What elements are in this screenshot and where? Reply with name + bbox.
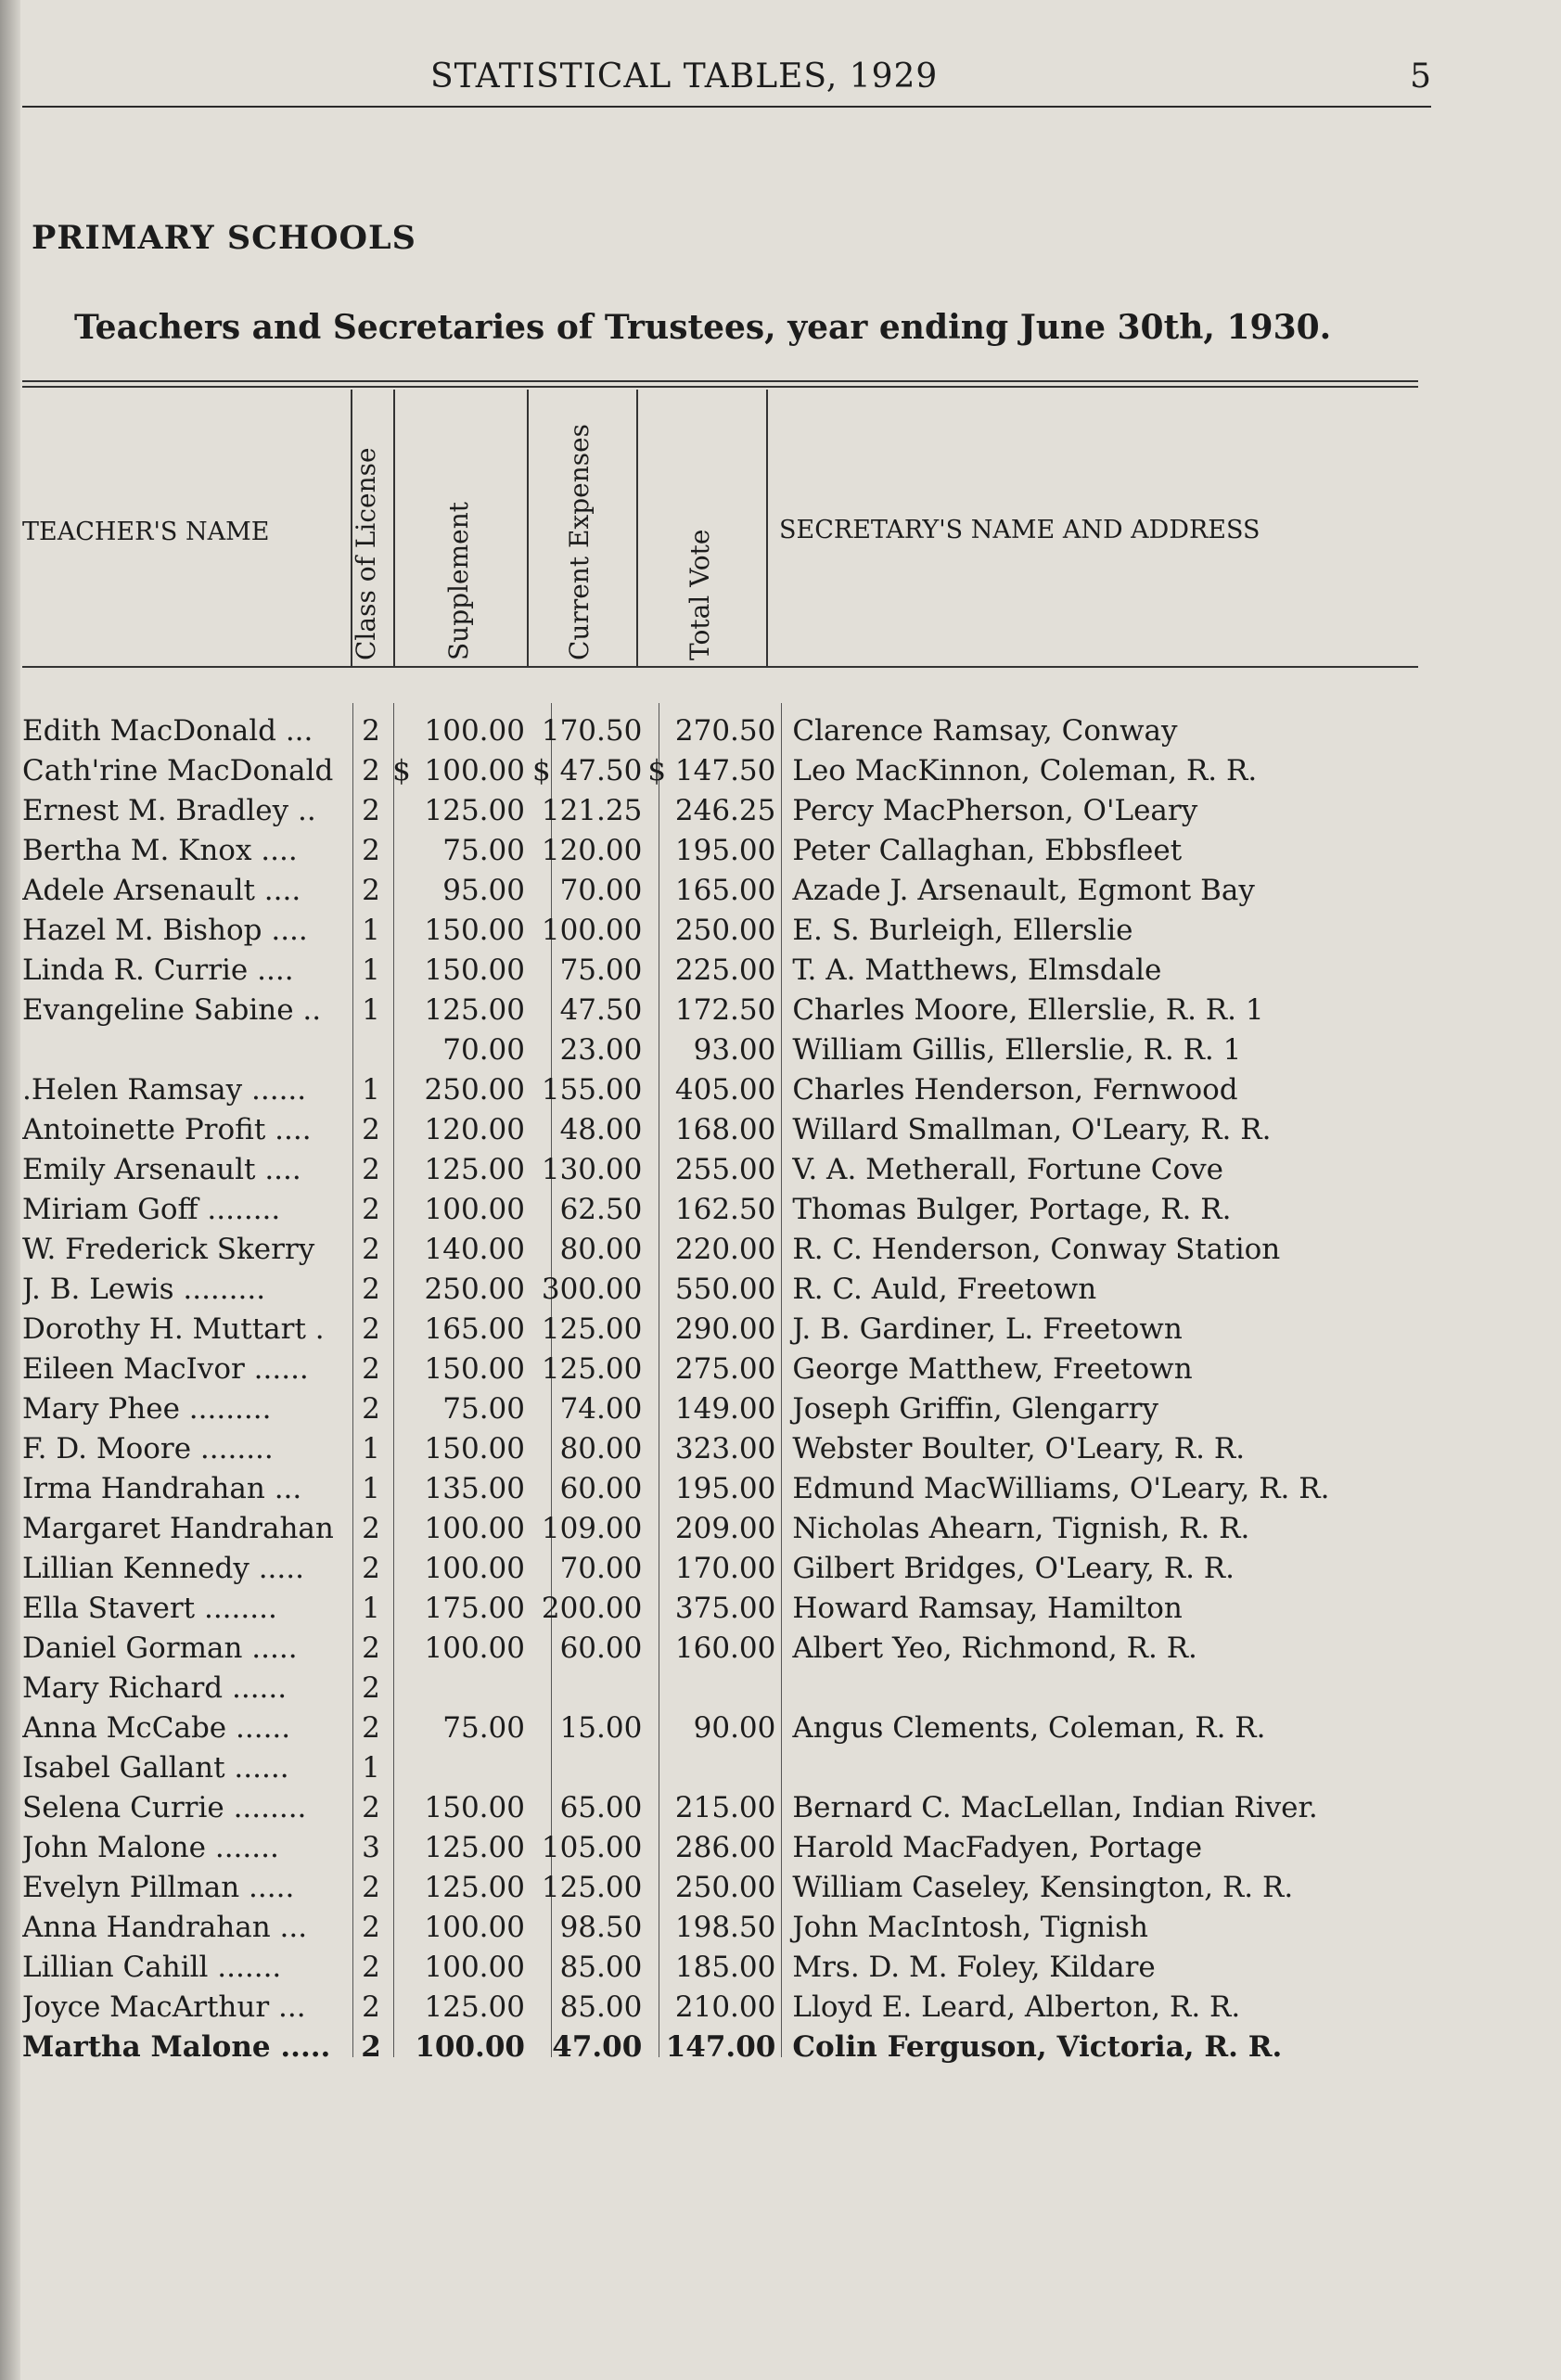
table-row bbox=[22, 2027, 1432, 2067]
table-row bbox=[22, 990, 1432, 1030]
supplement-cell: 125.00 bbox=[424, 1830, 525, 1864]
total-vote-cell: 290.00 bbox=[674, 1312, 776, 1346]
supplement-cell: 125.00 bbox=[424, 992, 525, 1027]
current-expenses-cell: 48.00 bbox=[559, 1112, 643, 1146]
class-of-license-cell: 1 bbox=[362, 1072, 380, 1107]
teacher-name-cell: Lillian Cahill ....... bbox=[22, 1950, 282, 1984]
class-of-license-cell: 2 bbox=[362, 1990, 380, 2024]
class-of-license-cell: 3 bbox=[362, 1830, 380, 1864]
class-of-license-cell: 2 bbox=[362, 753, 380, 787]
running-head bbox=[22, 54, 1431, 108]
supplement-cell: 125.00 bbox=[424, 1152, 525, 1186]
header-divider bbox=[527, 390, 529, 666]
table-row bbox=[22, 1947, 1432, 1987]
supplement-dollar-sign: $ bbox=[392, 753, 411, 787]
supplement-cell: 140.00 bbox=[424, 1232, 525, 1266]
secretary-cell: Charles Moore, Ellerslie, R. R. 1 bbox=[792, 992, 1264, 1027]
teacher-name-cell: Joyce MacArthur ... bbox=[22, 1990, 306, 2024]
header-divider bbox=[766, 390, 768, 666]
table-row bbox=[22, 1349, 1432, 1388]
teacher-name-cell: Adele Arsenault .... bbox=[22, 873, 301, 907]
total-vote-cell: 405.00 bbox=[674, 1072, 776, 1107]
class-of-license-cell: 1 bbox=[362, 992, 380, 1027]
header-divider bbox=[393, 390, 395, 666]
header-bottom-rule bbox=[22, 666, 1418, 668]
supplement-cell: 100.00 bbox=[424, 1910, 525, 1944]
table-row bbox=[22, 1987, 1432, 2027]
page-number: 5 bbox=[1410, 58, 1431, 96]
teacher-name-cell: Daniel Gorman ..... bbox=[22, 1631, 298, 1665]
table-row bbox=[22, 1787, 1432, 1827]
table-row bbox=[22, 870, 1432, 910]
current-expenses-cell: 170.50 bbox=[541, 713, 643, 748]
teachers-table bbox=[22, 710, 1432, 2067]
teacher-name-cell: Hazel M. Bishop .... bbox=[22, 913, 308, 947]
secretary-cell: E. S. Burleigh, Ellerslie bbox=[792, 913, 1133, 947]
secretary-cell: J. B. Gardiner, L. Freetown bbox=[792, 1312, 1183, 1346]
table-row bbox=[22, 830, 1432, 870]
total-vote-cell: 185.00 bbox=[674, 1950, 776, 1984]
supplement-cell: 150.00 bbox=[424, 1351, 525, 1386]
running-head-title: STATISTICAL TABLES, 1929 bbox=[430, 58, 939, 96]
class-of-license-cell: 2 bbox=[362, 1192, 380, 1226]
class-of-license-cell: 2 bbox=[362, 1112, 380, 1146]
current-expenses-cell: 120.00 bbox=[541, 833, 643, 867]
supplement-cell: 120.00 bbox=[424, 1112, 525, 1146]
secretary-cell: Leo MacKinnon, Coleman, R. R. bbox=[792, 753, 1258, 787]
supplement-cell: 165.00 bbox=[424, 1312, 525, 1346]
total-vote-cell: 170.00 bbox=[674, 1551, 776, 1585]
table-row bbox=[22, 1388, 1432, 1428]
supplement-cell: 100.00 bbox=[424, 713, 525, 748]
secretary-cell: William Gillis, Ellerslie, R. R. 1 bbox=[792, 1032, 1242, 1067]
supplement-cell: 250.00 bbox=[424, 1072, 525, 1107]
total-vote-cell: 215.00 bbox=[674, 1790, 776, 1824]
supplement-dollar-sign bbox=[390, 1947, 414, 1987]
current-expenses-cell: 121.25 bbox=[541, 793, 643, 827]
secretary-cell: Harold MacFadyen, Portage bbox=[792, 1830, 1203, 1864]
supplement-dollar-sign bbox=[390, 1069, 414, 1109]
table-row bbox=[22, 1468, 1432, 1508]
current-expenses-cell: 75.00 bbox=[559, 953, 643, 987]
teacher-name-cell: Isabel Gallant ...... bbox=[22, 1750, 289, 1785]
secretary-cell: Clarence Ramsay, Conway bbox=[792, 713, 1178, 748]
current-expenses-cell: 60.00 bbox=[559, 1471, 643, 1505]
supplement-dollar-sign bbox=[390, 2027, 414, 2067]
secretary-cell: John MacIntosh, Tignish bbox=[792, 1910, 1148, 1944]
table-row bbox=[22, 950, 1432, 990]
supplement-cell: 150.00 bbox=[424, 913, 525, 947]
total-vote-cell: 255.00 bbox=[674, 1152, 776, 1186]
supplement-dollar-sign bbox=[390, 830, 414, 870]
header-secretary: SECRETARY'S NAME AND ADDRESS bbox=[779, 516, 1260, 544]
current-expenses-cell: 74.00 bbox=[559, 1391, 643, 1426]
total-vote-cell: 210.00 bbox=[674, 1990, 776, 2024]
teacher-name-cell: Mary Phee ......... bbox=[22, 1391, 272, 1426]
supplement-cell: 125.00 bbox=[424, 793, 525, 827]
supplement-dollar-sign bbox=[390, 1229, 414, 1269]
current-expenses-cell: 23.00 bbox=[559, 1032, 643, 1067]
page-edge-shadow bbox=[0, 0, 20, 2380]
supplement-dollar-sign bbox=[390, 1588, 414, 1628]
supplement-cell: 150.00 bbox=[424, 1431, 525, 1465]
supplement-dollar-sign bbox=[390, 1349, 414, 1388]
supplement-dollar-sign bbox=[390, 1867, 414, 1907]
class-of-license-cell: 1 bbox=[362, 1431, 380, 1465]
total-vote-cell: 149.00 bbox=[674, 1391, 776, 1426]
total-vote-cell: 375.00 bbox=[674, 1591, 776, 1625]
supplement-dollar-sign bbox=[390, 790, 414, 830]
table-row bbox=[22, 1668, 1432, 1708]
supplement-cell: 95.00 bbox=[442, 873, 525, 907]
teacher-name-cell: John Malone ....... bbox=[22, 1830, 279, 1864]
class-of-license-cell: 1 bbox=[362, 953, 380, 987]
supplement-cell: 250.00 bbox=[424, 1272, 525, 1306]
class-of-license-cell: 2 bbox=[362, 713, 380, 748]
secretary-cell: V. A. Metherall, Fortune Cove bbox=[792, 1152, 1223, 1186]
supplement-dollar-sign bbox=[390, 710, 414, 750]
supplement-dollar-sign bbox=[390, 1827, 414, 1867]
table-row bbox=[22, 1827, 1432, 1867]
table-subtitle: Teachers and Secretaries of Trustees, year ending June 30th, 1930. bbox=[74, 308, 1332, 347]
class-of-license-cell: 2 bbox=[362, 1312, 380, 1346]
supplement-dollar-sign bbox=[390, 1189, 414, 1229]
class-of-license-cell: 2 bbox=[362, 1551, 380, 1585]
teacher-name-cell: .Helen Ramsay ...... bbox=[22, 1072, 307, 1107]
teacher-name-cell: Martha Malone ..... bbox=[22, 2029, 331, 2064]
current-expenses-cell: 70.00 bbox=[559, 873, 643, 907]
table-row bbox=[22, 1628, 1432, 1668]
total-vote-cell bbox=[647, 1747, 781, 1787]
secretary-cell: Lloyd E. Leard, Alberton, R. R. bbox=[792, 1990, 1241, 2024]
current-expenses-cell: 15.00 bbox=[559, 1710, 643, 1745]
current-expenses-cell: 65.00 bbox=[559, 1790, 643, 1824]
total-vote-cell: 323.00 bbox=[674, 1431, 776, 1465]
table-row bbox=[22, 1030, 1432, 1069]
teacher-name-cell: Irma Handrahan ... bbox=[22, 1471, 302, 1505]
supplement-cell: 75.00 bbox=[442, 1391, 525, 1426]
supplement-cell: 75.00 bbox=[442, 1710, 525, 1745]
supplement-cell: 175.00 bbox=[424, 1591, 525, 1625]
supplement-cell: 100.00 bbox=[424, 1950, 525, 1984]
class-of-license-cell: 2 bbox=[362, 1511, 380, 1545]
class-of-license-cell: 2 bbox=[362, 1391, 380, 1426]
supplement-cell: 100.00 bbox=[424, 1192, 525, 1226]
current-expenses-cell: 47.50 bbox=[559, 992, 643, 1027]
teacher-name-cell: Miriam Goff ........ bbox=[22, 1192, 281, 1226]
supplement-dollar-sign bbox=[390, 870, 414, 910]
current-expenses-cell: 200.00 bbox=[541, 1591, 643, 1625]
class-of-license-cell: 2 bbox=[362, 1152, 380, 1186]
teacher-name-cell: Anna McCabe ...... bbox=[22, 1710, 291, 1745]
teacher-name-cell: Evangeline Sabine .. bbox=[22, 992, 322, 1027]
class-of-license-cell: 1 bbox=[362, 1591, 380, 1625]
secretary-cell: T. A. Matthews, Elmsdale bbox=[792, 953, 1162, 987]
supplement-cell: 100.00 bbox=[424, 753, 525, 787]
class-of-license-cell: 2 bbox=[362, 1272, 380, 1306]
total-vote-cell bbox=[647, 1668, 781, 1708]
table-row bbox=[22, 1548, 1432, 1588]
secretary-cell: Peter Callaghan, Ebbsfleet bbox=[792, 833, 1183, 867]
supplement-cell: 150.00 bbox=[424, 953, 525, 987]
total-vote-cell: 162.50 bbox=[674, 1192, 776, 1226]
current-expenses-cell bbox=[532, 1747, 647, 1787]
supplement-dollar-sign bbox=[390, 1668, 414, 1708]
header-teacher-name: TEACHER'S NAME bbox=[22, 518, 270, 546]
header-current-expenses: Current Expenses bbox=[564, 423, 595, 660]
class-of-license-cell: 2 bbox=[362, 1351, 380, 1386]
table-row bbox=[22, 1708, 1432, 1747]
total-vote-cell: 250.00 bbox=[674, 913, 776, 947]
table-row bbox=[22, 1588, 1432, 1628]
total-vote-cell: 286.00 bbox=[674, 1830, 776, 1864]
teacher-name-cell: Edith MacDonald ... bbox=[22, 713, 313, 748]
total-vote-cell: 90.00 bbox=[693, 1710, 776, 1745]
secretary-cell: R. C. Henderson, Conway Station bbox=[792, 1232, 1281, 1266]
current-expenses-cell: 70.00 bbox=[559, 1551, 643, 1585]
table-row bbox=[22, 1867, 1432, 1907]
supplement-dollar-sign bbox=[390, 1468, 414, 1508]
class-of-license-cell: 1 bbox=[362, 913, 380, 947]
teacher-name-cell: Emily Arsenault .... bbox=[22, 1152, 301, 1186]
header-total-vote: Total Vote bbox=[685, 529, 715, 660]
secretary-cell: R. C. Auld, Freetown bbox=[792, 1272, 1097, 1306]
supplement-dollar-sign bbox=[390, 1309, 414, 1349]
supplement-cell: 100.00 bbox=[424, 1631, 525, 1665]
table-row bbox=[22, 710, 1432, 750]
total-vote-cell: 225.00 bbox=[674, 953, 776, 987]
total-vote-cell: 195.00 bbox=[674, 1471, 776, 1505]
secretary-cell: Webster Boulter, O'Leary, R. R. bbox=[792, 1431, 1246, 1465]
secretary-cell: Colin Ferguson, Victoria, R. R. bbox=[792, 2029, 1283, 2064]
header-class-of-license: Class of License bbox=[351, 447, 381, 660]
current-expenses-cell: 100.00 bbox=[541, 913, 643, 947]
table-row bbox=[22, 1109, 1432, 1149]
supplement-dollar-sign bbox=[390, 1109, 414, 1149]
table-row bbox=[22, 1309, 1432, 1349]
supplement-dollar-sign bbox=[390, 1388, 414, 1428]
supplement-dollar-sign bbox=[390, 1269, 414, 1309]
header-divider bbox=[636, 390, 638, 666]
supplement-cell bbox=[414, 1747, 532, 1787]
supplement-dollar-sign bbox=[390, 1508, 414, 1548]
secretary-cell: Joseph Griffin, Glengarry bbox=[792, 1391, 1158, 1426]
supplement-dollar-sign bbox=[390, 910, 414, 950]
secretary-cell: Thomas Bulger, Portage, R. R. bbox=[792, 1192, 1232, 1226]
total-vote-cell: 250.00 bbox=[674, 1870, 776, 1904]
secretary-cell: Gilbert Bridges, O'Leary, R. R. bbox=[792, 1551, 1235, 1585]
total-vote-cell: 220.00 bbox=[674, 1232, 776, 1266]
class-of-license-cell: 2 bbox=[362, 1910, 380, 1944]
total-vote-cell: 246.25 bbox=[674, 793, 776, 827]
teacher-name-cell: Selena Currie ........ bbox=[22, 1790, 307, 1824]
teacher-name-cell: Dorothy H. Muttart . bbox=[22, 1312, 325, 1346]
current-expenses-cell: 125.00 bbox=[541, 1870, 643, 1904]
class-of-license-cell: 2 bbox=[362, 1870, 380, 1904]
current-expenses-cell: 62.50 bbox=[559, 1192, 643, 1226]
current-expenses-cell: 80.00 bbox=[559, 1232, 643, 1266]
table-row bbox=[22, 910, 1432, 950]
current-expenses-cell: 130.00 bbox=[541, 1152, 643, 1186]
teacher-name-cell bbox=[22, 1030, 352, 1069]
current-expenses-cell: 85.00 bbox=[559, 1950, 643, 1984]
current-expenses-cell: 60.00 bbox=[559, 1631, 643, 1665]
current-expenses-cell: 125.00 bbox=[541, 1312, 643, 1346]
class-of-license-cell bbox=[352, 1030, 390, 1069]
secretary-cell bbox=[781, 1668, 1432, 1708]
current-expenses-cell: 98.50 bbox=[559, 1910, 643, 1944]
section-title: PRIMARY SCHOOLS bbox=[32, 219, 416, 257]
supplement-cell: 125.00 bbox=[424, 1990, 525, 2024]
supplement-dollar-sign bbox=[390, 1149, 414, 1189]
secretary-cell: Willard Smallman, O'Leary, R. R. bbox=[792, 1112, 1272, 1146]
supplement-cell: 100.00 bbox=[415, 2029, 525, 2064]
teacher-name-cell: Linda R. Currie .... bbox=[22, 953, 294, 987]
teacher-name-cell: Anna Handrahan ... bbox=[22, 1910, 308, 1944]
table-row bbox=[22, 1508, 1432, 1548]
secretary-cell: Albert Yeo, Richmond, R. R. bbox=[792, 1631, 1197, 1665]
secretary-cell: Charles Henderson, Fernwood bbox=[792, 1072, 1238, 1107]
class-of-license-cell: 2 bbox=[362, 873, 380, 907]
table-body bbox=[22, 710, 1432, 2067]
supplement-dollar-sign bbox=[390, 1628, 414, 1668]
supplement-cell: 70.00 bbox=[442, 1032, 525, 1067]
secretary-cell: Angus Clements, Coleman, R. R. bbox=[792, 1710, 1266, 1745]
total-vote-cell: 172.50 bbox=[674, 992, 776, 1027]
class-of-license-cell: 1 bbox=[362, 1750, 380, 1785]
supplement-dollar-sign bbox=[390, 990, 414, 1030]
supplement-dollar-sign bbox=[390, 1787, 414, 1827]
total-vote-cell: 270.50 bbox=[674, 713, 776, 748]
class-of-license-cell: 2 bbox=[362, 793, 380, 827]
total-vote-cell: 147.00 bbox=[665, 2029, 776, 2064]
secretary-cell: Mrs. D. M. Foley, Kildare bbox=[792, 1950, 1156, 1984]
supplement-dollar-sign bbox=[390, 950, 414, 990]
total-vote-cell: 198.50 bbox=[674, 1910, 776, 1944]
teacher-name-cell: Antoinette Profit .... bbox=[22, 1112, 312, 1146]
class-of-license-cell: 2 bbox=[362, 833, 380, 867]
teacher-name-cell: Lillian Kennedy ..... bbox=[22, 1551, 304, 1585]
table-row bbox=[22, 1428, 1432, 1468]
teacher-name-cell: Mary Richard ...... bbox=[22, 1670, 288, 1705]
supplement-cell: 125.00 bbox=[424, 1870, 525, 1904]
current-expenses-cell bbox=[532, 1668, 647, 1708]
total-vote-cell: $ 147.50 bbox=[647, 753, 776, 787]
teacher-name-cell: W. Frederick Skerry bbox=[22, 1232, 315, 1266]
current-expenses-cell: 300.00 bbox=[541, 1272, 643, 1306]
class-of-license-cell: 2 bbox=[362, 1710, 380, 1745]
table-row bbox=[22, 1229, 1432, 1269]
supplement-cell: 100.00 bbox=[424, 1511, 525, 1545]
secretary-cell: Howard Ramsay, Hamilton bbox=[792, 1591, 1183, 1625]
total-vote-cell: 550.00 bbox=[674, 1272, 776, 1306]
secretary-cell: George Matthew, Freetown bbox=[792, 1351, 1193, 1386]
current-expenses-cell: 125.00 bbox=[541, 1351, 643, 1386]
table-row bbox=[22, 1069, 1432, 1109]
teacher-name-cell: J. B. Lewis ......... bbox=[22, 1272, 266, 1306]
class-of-license-cell: 1 bbox=[362, 1471, 380, 1505]
total-vote-cell: 160.00 bbox=[674, 1631, 776, 1665]
table-row bbox=[22, 750, 1432, 790]
supplement-dollar-sign bbox=[390, 1708, 414, 1747]
total-vote-cell: 93.00 bbox=[693, 1032, 776, 1067]
current-expenses-cell: 155.00 bbox=[541, 1072, 643, 1107]
supplement-cell: 100.00 bbox=[424, 1551, 525, 1585]
secretary-cell: Azade J. Arsenault, Egmont Bay bbox=[792, 873, 1255, 907]
supplement-dollar-sign bbox=[390, 1907, 414, 1947]
total-vote-cell: 168.00 bbox=[674, 1112, 776, 1146]
secretary-cell: Nicholas Ahearn, Tignish, R. R. bbox=[792, 1511, 1250, 1545]
teacher-name-cell: F. D. Moore ........ bbox=[22, 1431, 274, 1465]
current-expenses-cell: 80.00 bbox=[559, 1431, 643, 1465]
total-vote-cell: 165.00 bbox=[674, 873, 776, 907]
table-row bbox=[22, 1269, 1432, 1309]
table-row bbox=[22, 1149, 1432, 1189]
class-of-license-cell: 2 bbox=[362, 1950, 380, 1984]
secretary-cell: Percy MacPherson, O'Leary bbox=[792, 793, 1198, 827]
supplement-cell bbox=[414, 1668, 532, 1708]
current-expenses-cell: 47.00 bbox=[552, 2029, 643, 2064]
class-of-license-cell: 2 bbox=[362, 1232, 380, 1266]
supplement-cell: 150.00 bbox=[424, 1790, 525, 1824]
supplement-dollar-sign bbox=[390, 1030, 414, 1069]
supplement-dollar-sign bbox=[390, 1747, 414, 1787]
teacher-name-cell: Ella Stavert ........ bbox=[22, 1591, 277, 1625]
current-expenses-cell: 105.00 bbox=[541, 1830, 643, 1864]
teacher-name-cell: Ernest M. Bradley .. bbox=[22, 793, 316, 827]
secretary-cell: Edmund MacWilliams, O'Leary, R. R. bbox=[792, 1471, 1330, 1505]
current-expenses-cell: 109.00 bbox=[541, 1511, 643, 1545]
table-row bbox=[22, 790, 1432, 830]
teacher-name-cell: Cath'rine MacDonald bbox=[22, 753, 334, 787]
supplement-dollar-sign bbox=[390, 1548, 414, 1588]
teacher-name-cell: Margaret Handrahan bbox=[22, 1511, 334, 1545]
header-top-rule bbox=[22, 380, 1418, 388]
teacher-name-cell: Eileen MacIvor ...... bbox=[22, 1351, 309, 1386]
class-of-license-cell: 2 bbox=[362, 1670, 380, 1705]
table-row bbox=[22, 1747, 1432, 1787]
secretary-cell: Bernard C. MacLellan, Indian River. bbox=[792, 1790, 1318, 1824]
teacher-name-cell: Bertha M. Knox .... bbox=[22, 833, 298, 867]
class-of-license-cell: 2 bbox=[361, 2029, 381, 2064]
secretary-cell: William Caseley, Kensington, R. R. bbox=[792, 1870, 1294, 1904]
supplement-dollar-sign bbox=[390, 1987, 414, 2027]
total-vote-cell: 275.00 bbox=[674, 1351, 776, 1386]
class-of-license-cell: 2 bbox=[362, 1631, 380, 1665]
header-supplement: Supplement bbox=[443, 502, 474, 660]
total-vote-cell: 209.00 bbox=[674, 1511, 776, 1545]
class-of-license-cell: 2 bbox=[362, 1790, 380, 1824]
supplement-dollar-sign bbox=[390, 1428, 414, 1468]
supplement-cell: 135.00 bbox=[424, 1471, 525, 1505]
current-expenses-cell: $ 47.50 bbox=[532, 753, 643, 787]
teacher-name-cell: Evelyn Pillman ..... bbox=[22, 1870, 295, 1904]
table-row bbox=[22, 1189, 1432, 1229]
current-expenses-cell: 85.00 bbox=[559, 1990, 643, 2024]
total-vote-cell: 195.00 bbox=[674, 833, 776, 867]
supplement-cell: 75.00 bbox=[442, 833, 525, 867]
secretary-cell bbox=[781, 1747, 1432, 1787]
table-row bbox=[22, 1907, 1432, 1947]
